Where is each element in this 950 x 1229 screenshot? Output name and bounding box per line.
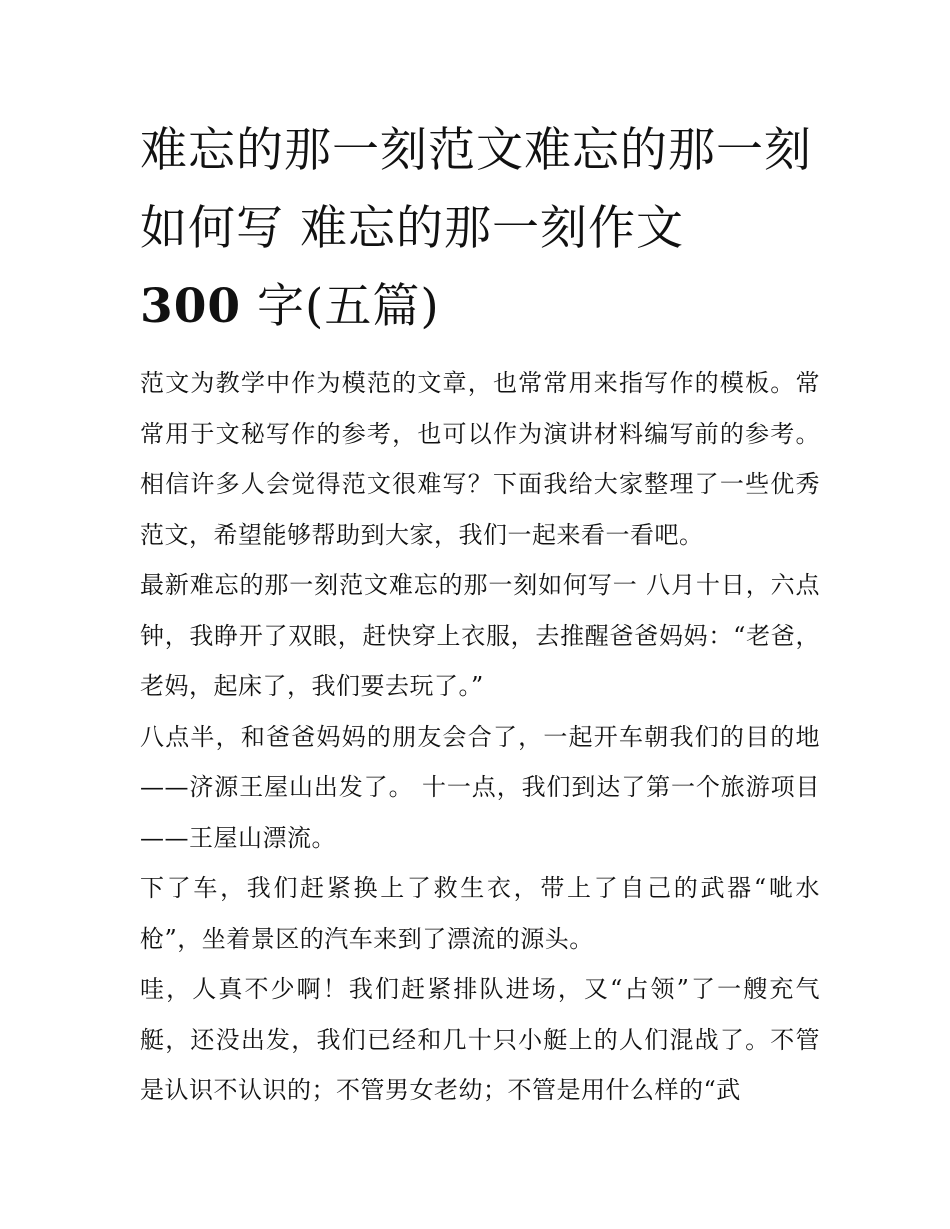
document-page (140, 112, 820, 1116)
document-body (140, 358, 820, 1116)
document-title (140, 112, 820, 346)
paragraph-2: 八点半，和爸爸妈妈的朋友会合了，一起开车朝我们的目的地——济源王屋山出发了。 十一点，我们到达了第一个旅游项目——王屋山漂流。 (140, 722, 820, 852)
paragraph-intro: 范文为教学中作为模范的文章，也常常用来指写作的模板。常常用于文秘写作的参考，也可以作为演讲材料编写前的参考。相信许多人会觉得范文很难写？下面我给大家整理了一些优秀范文，希望能够帮助到大家，我们一起来看一看吧。 (140, 369, 820, 549)
paragraph-3: 下了车，我们赶紧换上了救生衣，带上了自己的武器“呲水枪”，坐着景区的汽车来到了漂流的源头。 (140, 874, 820, 953)
paragraph-4: 哇，人真不少啊！我们赶紧排队进场，又“占领”了一艘充气艇，还没出发，我们已经和几十只小艇上的人们混战了。不管是认识不认识的；不管男女老幼；不管是用什么样的“武 (140, 975, 820, 1104)
title-number: 300 (140, 279, 242, 334)
paragraph-1: 最新难忘的那一刻范文难忘的那一刻如何写一 八月十日，六点钟，我睁开了双眼，赶快穿上衣服，去推醒爸爸妈妈：“老爸，老妈，起床了，我们要去玩了。” (140, 571, 820, 700)
title-suffix: 字(五篇) (241, 279, 440, 334)
title-text: 难忘的那一刻范文难忘的那一刻如何写 难忘的那一刻作文 (140, 123, 812, 256)
